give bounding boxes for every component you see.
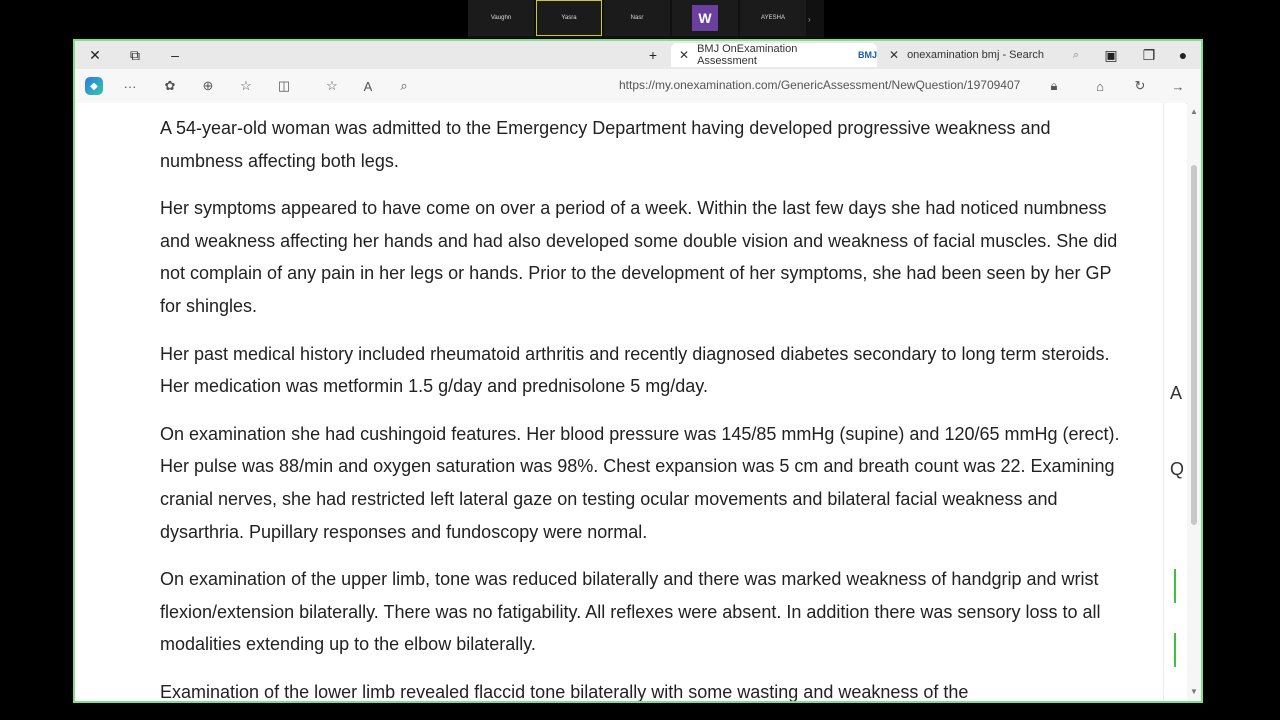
refresh-icon[interactable]: ↻	[1134, 78, 1146, 93]
side-panel	[1163, 103, 1186, 703]
profile-avatar-icon[interactable]: ●	[1178, 47, 1188, 63]
participant-name: AYESHA	[761, 15, 785, 21]
tab-search[interactable]	[881, 43, 1087, 67]
participant-avatar: W	[692, 5, 718, 31]
participant-tile[interactable]	[604, 0, 670, 36]
participant-name: Nasr	[630, 15, 644, 21]
restore-icon[interactable]: ⧉	[130, 46, 140, 63]
bmj-favicon-icon: BMJ	[857, 50, 877, 60]
tab-bmj-assessment[interactable]	[671, 43, 877, 67]
tab-label: onexamination bmj - Search	[907, 49, 1045, 61]
extensions-icon[interactable]: ✿	[164, 78, 176, 93]
home-icon[interactable]: ⌂	[1096, 78, 1104, 94]
close-icon[interactable]: ✕	[89, 46, 101, 63]
participant-tile[interactable]	[740, 0, 806, 36]
participant-name: Yasra	[561, 15, 577, 21]
forward-icon[interactable]: →	[1171, 78, 1185, 94]
question-paragraph: A 54-year-old woman was admitted to the Emergency Department having developed progressive weakness and numbness affecting both legs.	[160, 118, 1051, 171]
copilot-icon[interactable]: ◆	[85, 77, 103, 95]
chevron-right-icon[interactable]: ›	[808, 14, 811, 24]
question-paragraph: Her symptoms appeared to have come on over a period of a week. Within the last few days she had noticed numbness and weakness affecting her hands and had also developed some double vision and weakness of facial muscles. She did not complain of any pain in her legs or hands. Prior to the development of her symptoms, she had been seen by her GP for shingles.	[160, 198, 1118, 316]
question-paragraph: On examination she had cushingoid features. Her blood pressure was 145/85 mmHg (supine) and 120/65 mmHg (erect). Her pulse was 88/min and oxygen saturation was 98%. Chest expansion was 5 cm and breath count was 22. Examining cranial nerves, she had restricted left lateral gaze on testing ocular movements and bilateral facial weakness and dysarthria. Pupillary responses and fundoscopy were normal.	[160, 423, 1120, 542]
split-screen-icon[interactable]: ◫	[277, 78, 291, 93]
question-paragraph: Examination of the lower limb revealed flaccid tone bilaterally with some wasting and weakness of the	[160, 681, 969, 702]
participant-tile[interactable]	[468, 0, 534, 36]
participant-tile[interactable]	[672, 0, 738, 36]
progress-indicator	[1174, 569, 1176, 603]
question-paragraph: Her past medical history included rheumatoid arthritis and recently diagnosed diabetes secondary to long term steroids. Her medication was metformin 1.5 g/day and prednisolone 5 mg/day.	[160, 343, 1110, 397]
scroll-up-icon[interactable]: ▲	[1190, 107, 1198, 116]
browser-window	[73, 39, 1203, 703]
tab-label: BMJ OnExamination Assessment	[697, 43, 798, 67]
add-favorite-icon[interactable]: ☆	[326, 78, 338, 93]
question-stem	[160, 112, 1120, 703]
address-bar	[75, 69, 1201, 104]
favorites-icon[interactable]: ☆	[240, 78, 252, 93]
participant-tile-active[interactable]	[536, 0, 602, 36]
minimize-icon[interactable]: –	[171, 47, 179, 63]
side-panel-letter[interactable]: Q	[1170, 459, 1185, 479]
question-paragraph: On examination of the upper limb, tone was reduced bilaterally and there was marked weakness of handgrip and wrist flexion/extension bilaterally. There was no fatigability. All reflexes were absent. In addition there was sensory loss to all modalities extending up to the elbow bilaterally.	[160, 569, 1101, 655]
lock-icon[interactable]: 🔒︎	[1050, 78, 1058, 93]
url-field[interactable]: https://my.onexamination.com/GenericAssessment/NewQuestion/19709407	[619, 78, 1021, 92]
scroll-thumb[interactable]	[1191, 165, 1197, 525]
title-bar	[75, 41, 1201, 69]
read-aloud-icon[interactable]: A	[363, 78, 373, 94]
vertical-scrollbar[interactable]	[1187, 103, 1201, 703]
meeting-participant-strip	[468, 0, 824, 38]
new-tab-icon[interactable]: +	[648, 47, 658, 63]
page-content	[75, 103, 1165, 703]
tab-close-icon[interactable]: ✕	[679, 48, 690, 62]
zoom-icon[interactable]: ⌕	[400, 78, 408, 93]
workspaces-icon[interactable]: ❐	[1142, 46, 1156, 63]
progress-indicator	[1174, 633, 1176, 667]
side-panel-letter[interactable]: A	[1170, 383, 1183, 403]
search-icon: ⌕	[1072, 48, 1079, 61]
scroll-down-icon[interactable]: ▼	[1190, 687, 1198, 696]
collections-icon[interactable]: ⊕	[202, 78, 214, 93]
more-options-icon[interactable]: ···	[123, 78, 137, 94]
participant-name: Vaughn	[490, 15, 512, 21]
tab-actions-icon[interactable]: ▣	[1104, 46, 1118, 63]
tab-close-icon[interactable]: ✕	[889, 48, 900, 62]
